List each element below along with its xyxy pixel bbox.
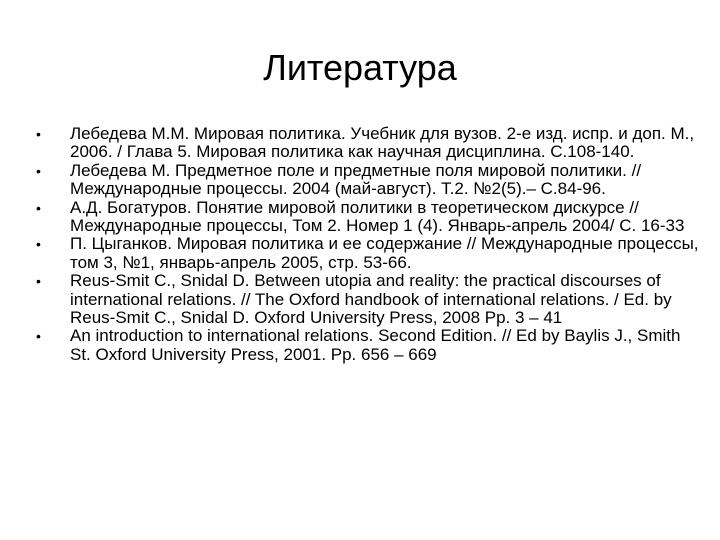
bullet-icon: • <box>36 199 41 216</box>
bullet-icon: • <box>36 126 41 142</box>
bullet-icon: • <box>36 236 41 253</box>
reference-list <box>36 125 700 364</box>
reference-item <box>36 125 700 162</box>
reference-text: А.Д. Богатуров. Понятие мировой политики в теоретическом дискурсе // Международные процессы, Том 2. Номер 1 (4). Январь-апрель 2004/ С. 16-33 <box>70 197 685 236</box>
reference-item <box>36 272 700 327</box>
reference-text: An introduction to international relations. Second Edition. // Ed by Baylis J., Smith St. Oxford University Press, 2001. Pp. 656 – 669 <box>70 326 681 364</box>
reference-item <box>36 162 700 199</box>
bullet-icon: • <box>36 328 41 345</box>
reference-item <box>36 327 700 364</box>
reference-item <box>36 235 700 272</box>
bullet-icon: • <box>36 273 41 290</box>
reference-text: П. Цыганков. Мировая политика и ее содержание // Международные процессы, том 3, №1, январь-апрель 2005, стр. 53-66. <box>70 234 699 272</box>
slide-title: Литература <box>263 47 457 88</box>
reference-text: Лебедева М.М. Мировая политика. Учебник для вузов. 2-е изд. испр. и доп. М., 2006. / Глава 5. Мировая политика как научная дисциплина. С.108-140. <box>70 124 695 162</box>
reference-item <box>36 199 700 236</box>
reference-text: Reus-Smit C., Snidal D. Between utopia and reality: the practical discourses of international relations. // The Oxford handbook of international relations. / Ed. by Reus-Smit C., Snidal D. Oxford University Press, 2008 Pp. 3 – 41 <box>70 271 672 328</box>
reference-text: Лебедева М. Предметное поле и предметные поля мировой политики. // Международные процессы. 2004 (май-август). Т.2. №2(5).– С.84-96. <box>70 160 642 199</box>
bullet-icon: • <box>36 162 41 179</box>
